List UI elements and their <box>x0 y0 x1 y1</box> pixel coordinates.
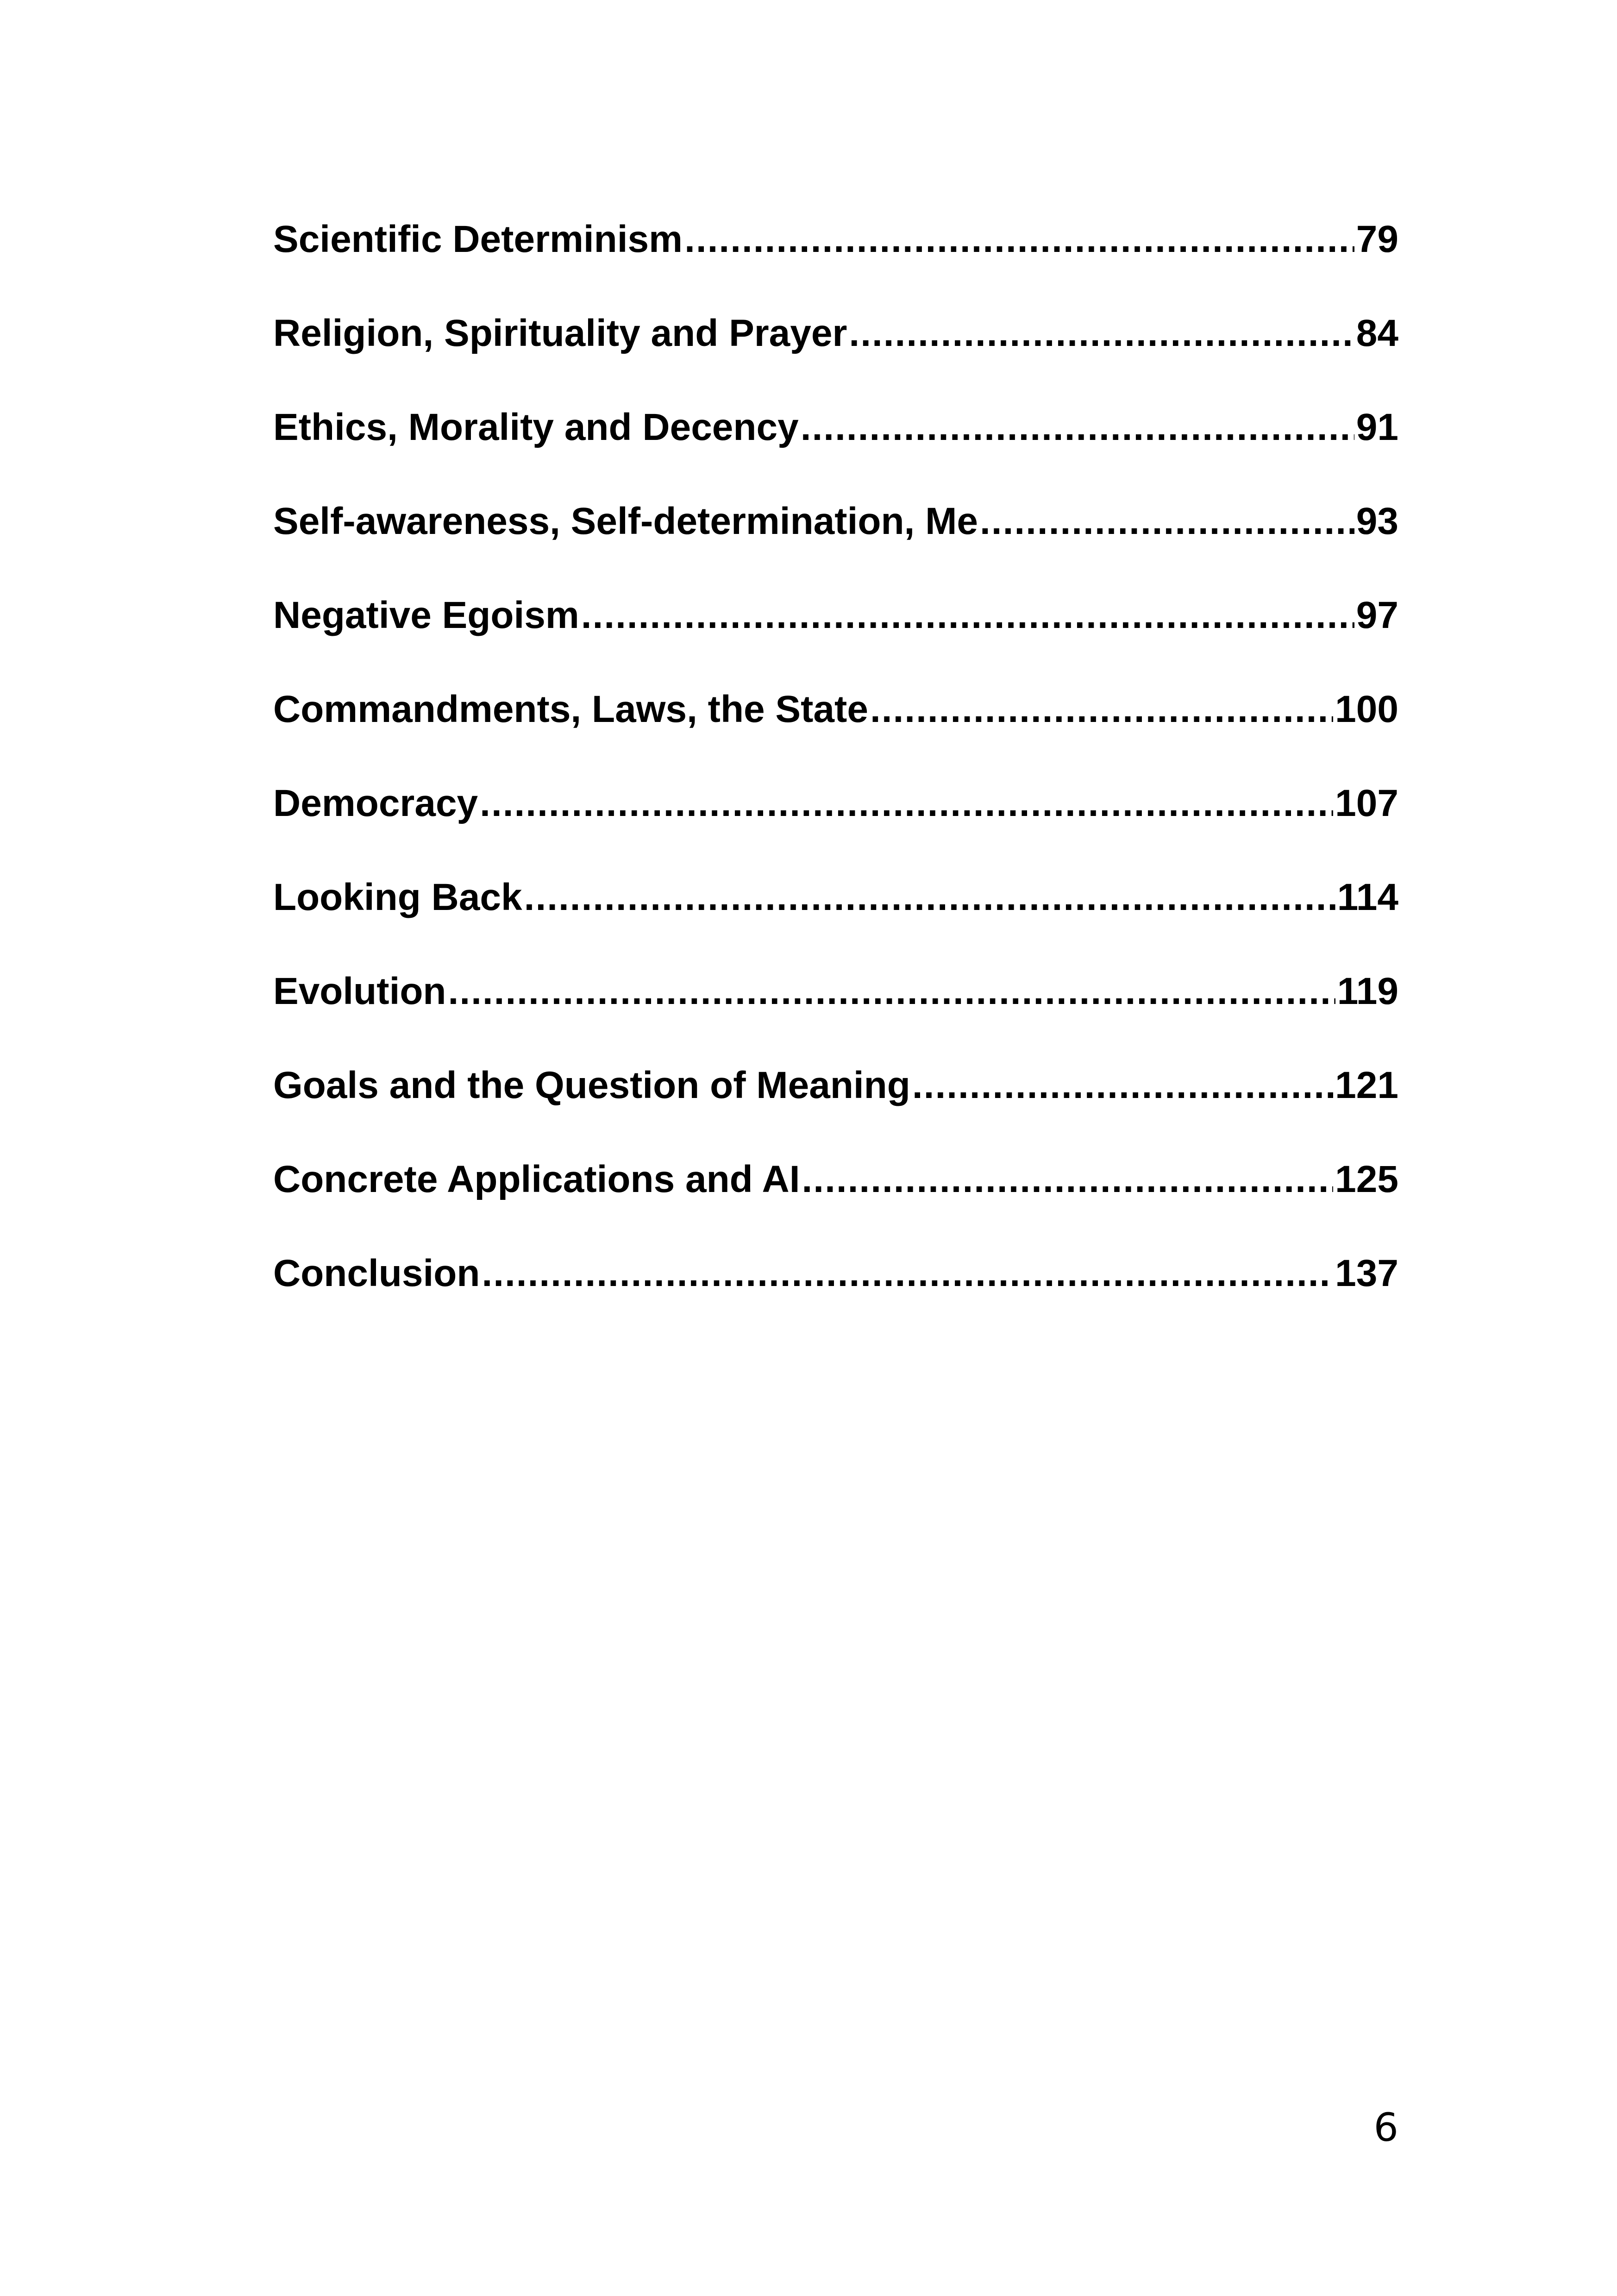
toc-dot-leader <box>912 1064 1333 1107</box>
toc-entry-title: Scientific Determinism <box>273 218 683 260</box>
toc-entry[interactable] <box>273 406 1398 500</box>
toc-entry-title: Democracy <box>273 782 478 824</box>
toc-dot-leader <box>849 312 1354 355</box>
toc-entry[interactable] <box>273 970 1398 1064</box>
toc-entry-title: Goals and the Question of Meaning <box>273 1064 910 1106</box>
toc-entry-page: 100 <box>1335 688 1398 730</box>
toc-dot-leader <box>448 970 1335 1013</box>
toc-entry[interactable] <box>273 218 1398 312</box>
table-of-contents <box>273 218 1398 1346</box>
toc-entry[interactable] <box>273 688 1398 782</box>
toc-entry-title: Self-awareness, Self-determination, Me <box>273 500 978 542</box>
toc-dot-leader <box>581 594 1354 637</box>
toc-dot-leader <box>684 218 1354 261</box>
toc-entry-page: 84 <box>1356 312 1398 354</box>
toc-entry-title: Conclusion <box>273 1252 480 1294</box>
toc-entry-page: 119 <box>1337 970 1398 1012</box>
toc-entry-title: Ethics, Morality and Decency <box>273 406 799 448</box>
toc-entry[interactable] <box>273 876 1398 970</box>
toc-entry[interactable] <box>273 312 1398 406</box>
page-number: 6 <box>1373 2105 1398 2150</box>
toc-entry-page: 137 <box>1335 1252 1398 1294</box>
toc-entry-page: 97 <box>1356 594 1398 636</box>
toc-dot-leader <box>801 406 1354 449</box>
toc-dot-leader <box>802 1158 1334 1201</box>
toc-entry[interactable] <box>273 500 1398 594</box>
toc-entry-page: 125 <box>1335 1158 1398 1200</box>
toc-entry[interactable] <box>273 594 1398 688</box>
toc-entry-page: 79 <box>1356 218 1398 260</box>
toc-dot-leader <box>980 500 1354 543</box>
toc-entry-page: 93 <box>1356 500 1398 542</box>
toc-entry[interactable] <box>273 782 1398 876</box>
toc-entry-title: Religion, Spirituality and Prayer <box>273 312 847 354</box>
toc-entry[interactable] <box>273 1252 1398 1346</box>
toc-dot-leader <box>480 782 1333 825</box>
toc-entry-title: Negative Egoism <box>273 594 579 636</box>
toc-entry-title: Evolution <box>273 970 446 1012</box>
toc-dot-leader <box>524 876 1335 919</box>
toc-entry-page: 121 <box>1335 1064 1398 1106</box>
toc-entry-title: Looking Back <box>273 876 522 918</box>
toc-entry[interactable] <box>273 1158 1398 1252</box>
toc-dot-leader <box>482 1252 1333 1295</box>
toc-dot-leader <box>870 688 1333 731</box>
toc-entry-page: 91 <box>1356 406 1398 448</box>
toc-entry-title: Concrete Applications and AI <box>273 1158 800 1200</box>
toc-entry-page: 114 <box>1337 876 1398 918</box>
toc-entry-title: Commandments, Laws, the State <box>273 688 868 730</box>
toc-entry-page: 107 <box>1335 782 1398 824</box>
toc-entry[interactable] <box>273 1064 1398 1158</box>
